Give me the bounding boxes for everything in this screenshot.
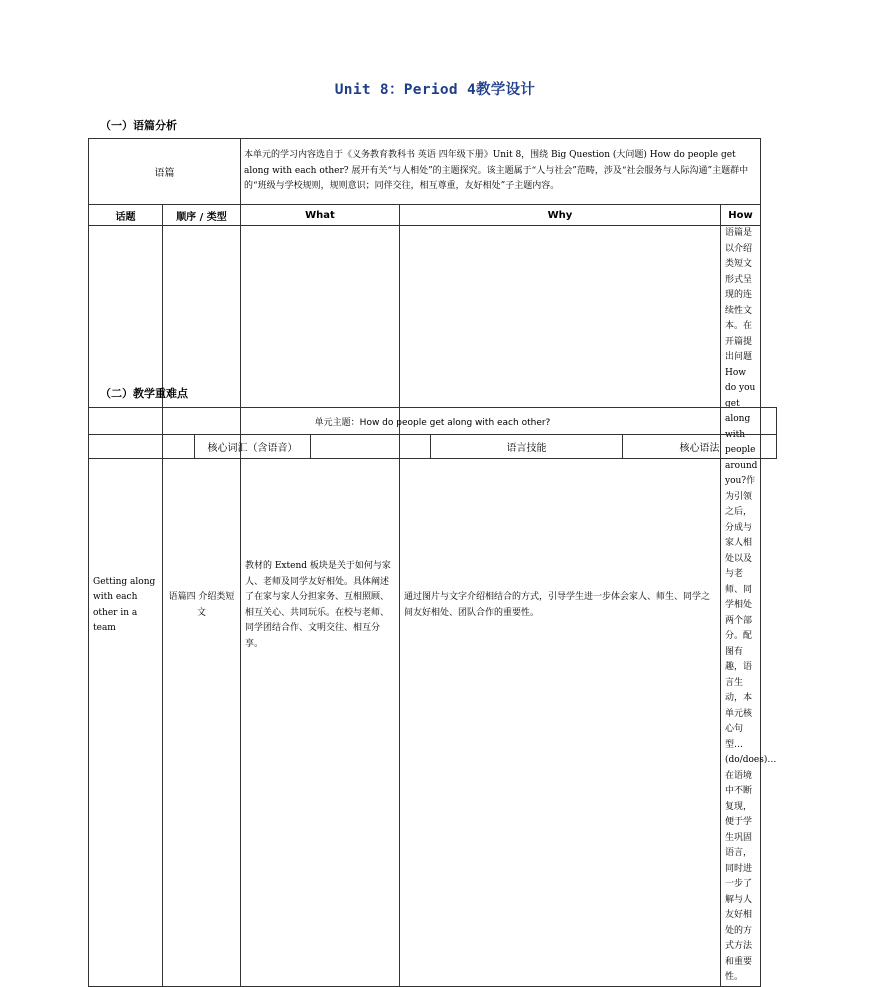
why-cell: 通过图片与文字介绍相结合的方式，引导学生进一步体会家人、师生、同学之间友好相处、团队合作的重要性。: [400, 226, 721, 987]
empty-cell: [89, 435, 195, 459]
passage-label: 语篇: [89, 139, 241, 205]
header-how: How: [721, 205, 761, 226]
header-why: Why: [400, 205, 721, 226]
what-cell: 教材的 Extend 板块是关于如何与家人、老师及同学友好相处。具体阐述了在家与家人分担家务、互相照顾、相互关心、共同玩乐。在校与老师、同学团结合作、文明交往、相互分享。: [241, 226, 400, 987]
header-core-grammar: 核心语法: [623, 435, 777, 459]
header-topic: 话题: [89, 205, 163, 226]
text-analysis-table: [88, 138, 777, 987]
header-core-vocabulary: 核心词汇（含语音）: [195, 435, 311, 459]
order-type-cell: 语篇四 介绍类短文: [163, 226, 241, 987]
topic-cell: Getting along with each other in a team: [89, 226, 163, 987]
header-order-type: 顺序 / 类型: [163, 205, 241, 226]
unit-theme: 单元主题：How do people get along with each other?: [89, 408, 777, 435]
passage-intro: 本单元的学习内容选自于《义务教育教科书 英语 四年级下册》Unit 8，围绕 Big Question (大问题) How do people get along with each other? 展开有关“与人相处”的主题探究。该主题属于“人与社会”范畴，涉及“社会服务与人际沟通”主题群中的“班级与学校规则，规则意识；同伴交往，相互尊重，友好相处”子主题内容。: [241, 139, 761, 205]
section-heading-text-analysis: （一）语篇分析: [100, 119, 177, 132]
header-language-skills: 语言技能: [431, 435, 623, 459]
page-title: Unit 8：Period 4教学设计: [334, 82, 536, 98]
empty-cell: [311, 435, 431, 459]
section-heading-key-points: （二）教学重难点: [100, 387, 188, 400]
key-points-table: [88, 407, 777, 459]
header-what: What: [241, 205, 400, 226]
how-cell: 语篇是以介绍类短文形式呈现的连续性文本。在开篇提出问题 How do you get along with people around you?作为引领之后，分成与家人相处以及与老师、同学相处两个部分。配图有趣，语言生动，本单元核心句型…(do/does)…在语境中不断复现，便于学生巩固语言，同时进一步了解与人友好相处的方式方法和重要性。: [721, 226, 761, 987]
